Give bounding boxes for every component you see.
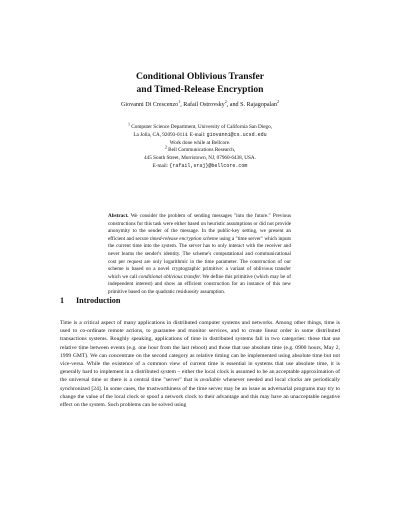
author-mark: 2 [277, 98, 279, 104]
affiliation-2-line-3: E-mail: {rafail,sraj}@bellcore.com [152, 162, 248, 169]
title-line-2: and Timed-Release Encryption [136, 84, 264, 95]
abstract-label: Abstract. [108, 213, 129, 219]
section-heading [60, 296, 120, 305]
abstract: Abstract. We consider the problem of sending messages "into the future." Previous constructions for this task were either based on heuristic assumptions or did not provide anonymity to the sender of the message. In the public-key setting, we present an efficient and secure timed-release encryption scheme using a "time server" which inputs the current time into the system. The server has to only interact with the receiver and never learns the sender's identity. The scheme's computational and communicational cost per request are only logarithmic in the time parameter. The construction of our scheme is based on a novel cryptographic primitive: a variant of oblivious transfer which we call conditional oblivious transfer. We define this primitive (which may be of independent interest) and show an efficient construction for an instance of this new primitive based on the quadratic residuosity assumption. [108, 213, 292, 295]
author-mark: 2 [224, 98, 227, 104]
section-number: 1 [60, 296, 65, 305]
title-line-1: Conditional Oblivious Transfer [135, 71, 265, 82]
author-separator: , and [226, 102, 241, 108]
affiliation-2-line-2: 445 South Street, Morristown, NJ, 07960-6438, USA. [144, 155, 256, 162]
email-address: {rafail,sraj}@bellcore.com [169, 162, 248, 169]
affiliation-1-line-2: La Jolla, CA, 92093-0114. E-mail: giovanni@cs.ucsd.edu [133, 131, 267, 138]
author-list [60, 98, 340, 109]
paper-title [60, 70, 340, 96]
affiliation-mark: 1 [127, 121, 130, 127]
section-title: Introduction [76, 296, 121, 305]
author-mark: 1 [178, 98, 181, 104]
affiliation-mark: 2 [164, 144, 167, 150]
affiliation-1-line-3: Work done while at Bellcore. [169, 139, 231, 146]
author-name: Giovanni Di Crescenzo [121, 102, 179, 108]
author-separator: , [180, 102, 184, 108]
author-name: S. Rajagopalan [240, 102, 277, 108]
intro-paragraph: Time is a critical aspect of many applications in distributed computer systems and networks. Among other things, time is used to co-ordinate remote actions, to guarantee and monitor services, and to create linear order in some distributed transactions systems. Roughly speaking, applications of time in distributed systems fall in two categories: those that use relative time between events (e.g. one hour from the last reboot) and those that use absolute time (e.g. 0900 hours, May 2, 1999 GMT). We can concentrate on the second category as relative timing can be implemented using absolute time but not vice-versa. While the existence of a common view of current time is essential in systems that use absolute time, it is generally hard to implement in a distributed system – either the local clock is assumed to be an acceptable approximation of the universal time or there is a central time "server" that is available whenever needed and local clocks are periodically synchronized [24]. In some cases, the trustworthiness of the time server may be an issue as adversarial programs may try to change the value of the local clock or spoof a network clock to their advantage and this may have an unacceptable negative effect on the system. Such problems can be solved using [60, 320, 340, 409]
email-address: giovanni@cs.ucsd.edu [206, 131, 267, 138]
author-name: Rafail Ostrovsky [183, 102, 225, 108]
affiliation-1-line-1: $^1$ Computer Science Department, University of California San Diego, [127, 121, 273, 130]
affiliations [80, 121, 320, 171]
affiliation-2-line-1: $^2$ Bell Communications Research, [164, 144, 236, 154]
